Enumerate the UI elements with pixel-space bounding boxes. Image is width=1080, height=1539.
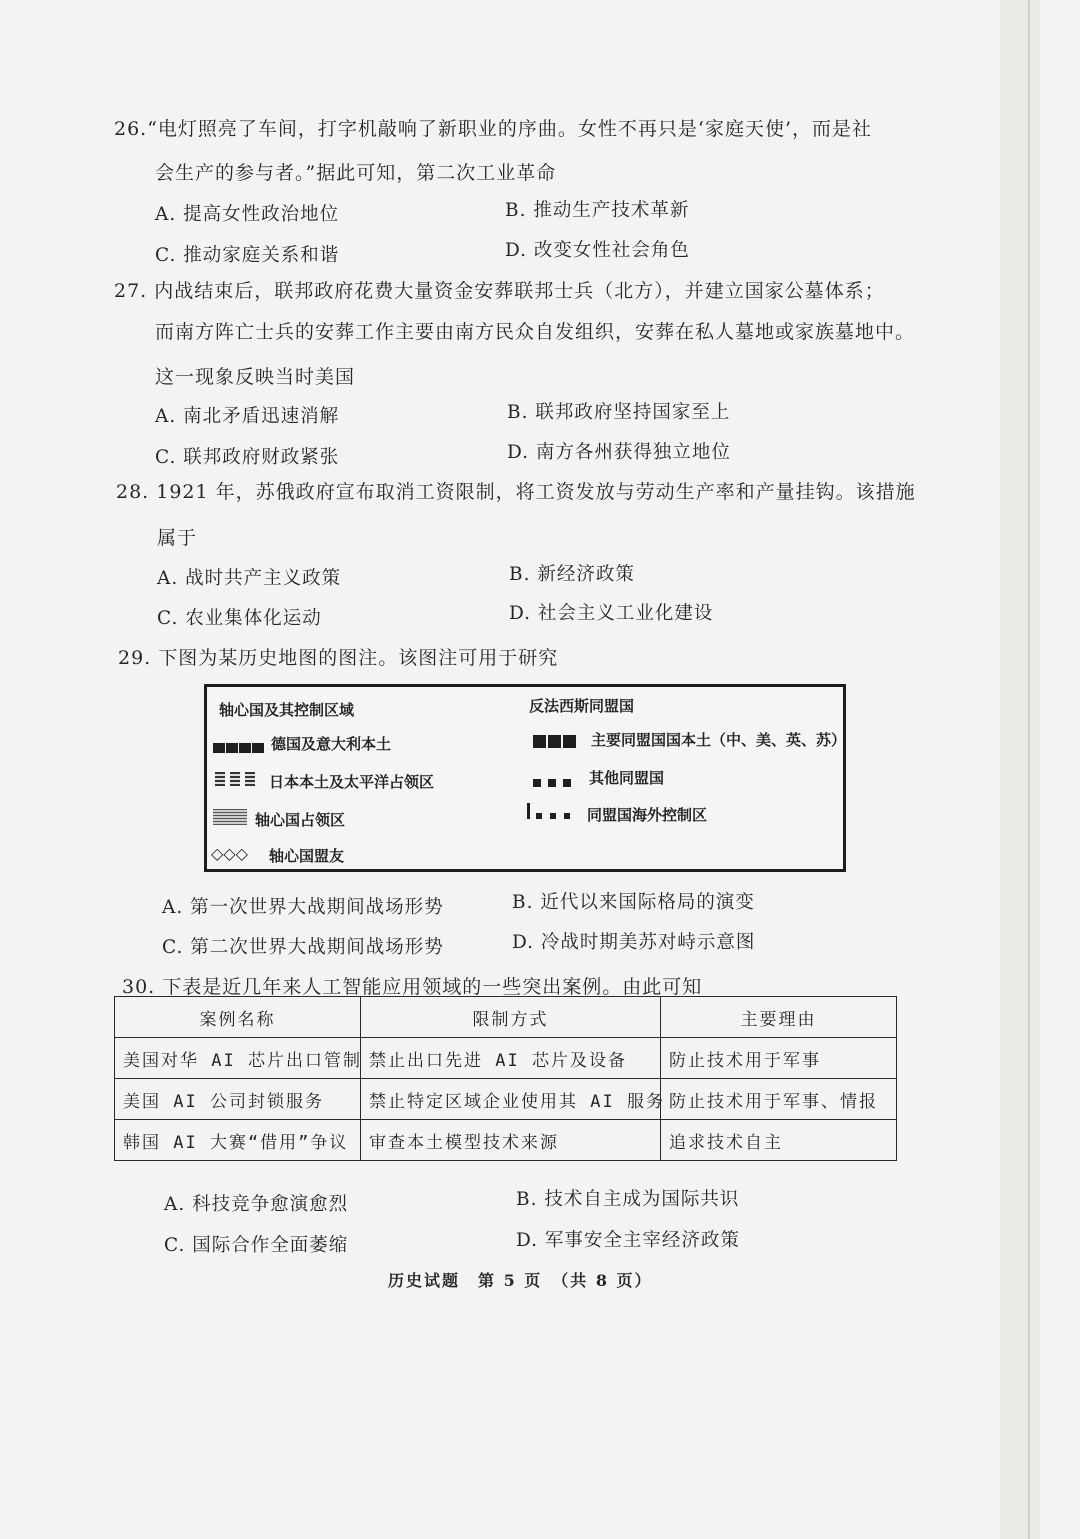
legend-item: 轴心国占领区: [255, 811, 346, 829]
option-a: A. 提高女性政治地位: [155, 204, 340, 225]
option-c: C. 国际合作全面萎缩: [164, 1235, 349, 1256]
page-edge-shadow: [1000, 0, 1040, 1539]
table-row: [115, 1038, 897, 1079]
question-text: 这一现象反映当时美国: [155, 366, 356, 388]
legend-swatch-major-allies: [533, 733, 576, 752]
table-cell: 追求技术自主: [661, 1120, 897, 1161]
option-c: C. 联邦政府财政紧张: [155, 447, 340, 468]
table-cell: 韩国 AI 大赛“借用”争议: [115, 1120, 361, 1161]
legend-item: 德国及意大利本土: [271, 735, 392, 753]
option-a: A. 第一次世界大战期间战场形势: [162, 897, 444, 918]
option-c: C. 农业集体化运动: [157, 608, 322, 629]
ai-cases-table: [114, 996, 897, 1161]
option-b: B. 近代以来国际格局的演变: [512, 892, 755, 913]
table-cell: 美国 AI 公司封锁服务: [115, 1079, 361, 1120]
legend-swatch-allied-overseas: [527, 803, 570, 823]
page-edge-line: [1028, 0, 1030, 1539]
legend-axis-header: 轴心国及其控制区域: [219, 701, 355, 719]
table-header: 案例名称: [115, 997, 361, 1038]
legend-item: 主要同盟国国本土（中、美、英、苏）: [591, 731, 847, 749]
option-d: D. 南方各州获得独立地位: [507, 442, 731, 463]
table-cell: 防止技术用于军事、情报: [661, 1079, 897, 1120]
question-text: 28. 1921 年，苏俄政府宣布取消工资限制，将工资发放与劳动生产率和产量挂钩。该措施: [116, 481, 916, 503]
question-text: 27. 内战结束后，联邦政府花费大量资金安葬联邦士兵（北方），并建立国家公墓体系；: [114, 280, 885, 302]
option-a: A. 南北矛盾迅速消解: [155, 406, 340, 427]
legend-swatch-other-allies: [533, 772, 571, 791]
table-header-row: [115, 997, 897, 1038]
legend-swatch-axis-ally: ◇◇◇: [211, 844, 248, 863]
legend-item: 其他同盟国: [589, 769, 665, 787]
question-text: 属于: [157, 527, 198, 549]
table-header: 主要理由: [661, 997, 897, 1038]
option-b: B. 推动生产技术革新: [505, 200, 690, 221]
option-b: B. 新经济政策: [509, 564, 635, 585]
legend-item: 轴心国盟友: [269, 847, 345, 865]
map-legend: [204, 684, 846, 872]
table-cell: 防止技术用于军事: [661, 1038, 897, 1079]
option-d: D. 军事安全主宰经济政策: [516, 1230, 740, 1251]
table-cell: 禁止特定区域企业使用其 AI 服务: [361, 1079, 661, 1120]
option-c: C. 推动家庭关系和谐: [155, 245, 340, 266]
page-footer: 历史试题 第 5 页 （共 8 页）: [388, 1271, 653, 1290]
option-d: D. 社会主义工业化建设: [509, 603, 714, 624]
option-c: C. 第二次世界大战期间战场形势: [162, 937, 444, 958]
option-a: A. 战时共产主义政策: [157, 568, 342, 589]
table-header: 限制方式: [361, 997, 661, 1038]
option-a: A. 科技竞争愈演愈烈: [164, 1194, 349, 1215]
option-d: D. 改变女性社会角色: [505, 240, 690, 261]
table-cell: 禁止出口先进 AI 芯片及设备: [361, 1038, 661, 1079]
option-d: D. 冷战时期美苏对峙示意图: [512, 932, 756, 953]
legend-allied-header: 反法西斯同盟国: [529, 697, 635, 715]
table-cell: 审查本土模型技术来源: [361, 1120, 661, 1161]
table-cell: 美国对华 AI 芯片出口管制: [115, 1038, 361, 1079]
table-row: [115, 1120, 897, 1161]
legend-item: 同盟国海外控制区: [587, 806, 708, 824]
legend-item: 日本本土及太平洋占领区: [269, 773, 435, 791]
legend-swatch-germany-italy: [213, 738, 264, 757]
question-text: 26.“电灯照亮了车间，打字机敲响了新职业的序曲。女性不再只是‘家庭天使’，而是社: [114, 118, 873, 140]
option-b: B. 联邦政府坚持国家至上: [507, 402, 731, 423]
option-b: B. 技术自主成为国际共识: [516, 1189, 740, 1210]
question-text: 而南方阵亡士兵的安葬工作主要由南方民众自发组织，安葬在私人墓地或家族墓地中。: [155, 321, 916, 343]
legend-swatch-axis-occupied: [213, 809, 247, 825]
table-row: [115, 1079, 897, 1120]
question-text: 会生产的参与者。”据此可知，第二次工业革命: [155, 162, 557, 184]
question-text: 30. 下表是近几年来人工智能应用领域的一些突出案例。由此可知: [122, 976, 703, 998]
legend-swatch-japan: [215, 771, 255, 790]
question-text: 29. 下图为某历史地图的图注。该图注可用于研究: [118, 647, 559, 669]
